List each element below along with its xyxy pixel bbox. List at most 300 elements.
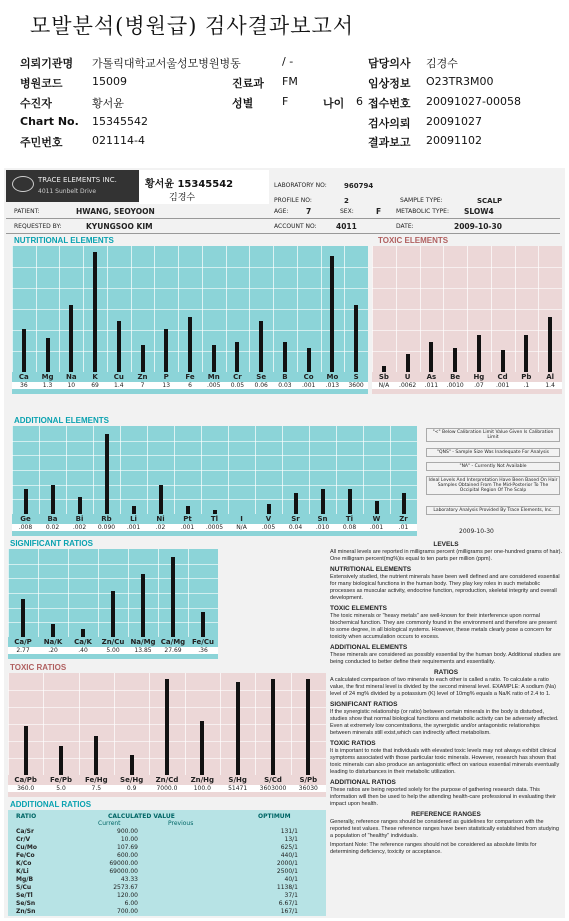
ratio-name: Ca/Sr — [16, 828, 34, 835]
toxic-ratio-column-divider — [220, 673, 221, 775]
ratio-optimum: 625/1 — [280, 844, 298, 851]
nutritional-value: 69 — [83, 382, 107, 389]
ratio-current: 700.00 — [117, 908, 138, 915]
significant-bar-ca-k — [81, 629, 85, 637]
logo-text: TRACE ELEMENTS INC. — [38, 176, 117, 184]
report-date: 2009-10-30 — [454, 222, 502, 231]
ratio-row — [8, 900, 326, 908]
additional-label: Ba — [47, 515, 58, 523]
additional-label: V — [265, 515, 272, 523]
doctor-value: 김경수 — [426, 57, 458, 70]
nutritional-bar-ca — [22, 329, 26, 372]
toxic-ratios-heading: TOXIC RATIOS — [330, 740, 376, 747]
toxic-value: 1.4 — [538, 382, 562, 389]
requested-row — [6, 219, 560, 234]
additional-value: 0.08 — [336, 524, 363, 531]
profile-no: 2 — [344, 197, 349, 205]
nutritional-value: 1.4 — [107, 382, 131, 389]
toxic-ratio-bar-fe-pb — [59, 746, 63, 775]
significant-chart — [8, 549, 218, 659]
significant-value: 27.69 — [158, 647, 188, 654]
toxic-label: As — [426, 373, 437, 381]
important-note: Important Note: The reference ranges should not be considered as absolute limits for determining deficiency, toxicity or acceptance. — [330, 842, 537, 855]
additional-value: 0.04 — [282, 524, 309, 531]
chart-label: Chart No. — [20, 115, 79, 128]
nutritional-label: B — [282, 373, 288, 381]
toxic-ratio-label: Ca/Pb — [14, 776, 37, 784]
nutritional-bar-mg — [46, 338, 50, 372]
toxic-value: .0062 — [396, 382, 420, 389]
rep-sex: F — [376, 207, 382, 216]
additional-value: .010 — [309, 524, 336, 531]
additional-column-divider — [390, 426, 391, 514]
ratio-optimum: 1138/1 — [276, 884, 298, 891]
request-label: 검사의뢰 — [368, 117, 411, 130]
additional-column-divider — [12, 426, 13, 514]
additional-label: Li — [130, 515, 137, 523]
page-title: 모발분석(병원급) 검사결과보고서 — [30, 14, 355, 38]
additional-label: Tl — [210, 515, 219, 523]
toxic-ratio-label: S/Cd — [264, 776, 282, 784]
result-label: 결과보고 — [368, 136, 411, 149]
additional-text: These minerals are considered as possibly essential by the human body. Additional studies are being conducted to better define their requirements and essentiality. — [330, 652, 561, 665]
nutritional-column-divider — [249, 246, 250, 372]
toxic-value: .001 — [491, 382, 515, 389]
toxic-ratios-text: It is important to note that individuals with elevated toxic levels may not always exhibit clinical symptoms associated with those particular toxic minerals. However, research has shown that toxic minerals can also produce an antagonistic effect on various essential minerals eventually leading to disturbances in their metabolic utilization. — [330, 748, 560, 775]
significant-column-divider — [38, 549, 39, 637]
resident-value: 021114-4 — [92, 134, 145, 147]
patient-label: 수진자 — [20, 97, 52, 110]
nutritional-bar-cu — [117, 321, 121, 372]
ratio-optimum: 6.67/1 — [278, 900, 298, 907]
ratio-name: K/Co — [16, 860, 32, 867]
toxic-column-divider — [491, 246, 492, 372]
hospital-code-label: 병원코드 — [20, 77, 63, 90]
significant-text: If the synergistic relationship (or ratio) between certain minerals in the body is disturbed, studies show that normal biological functions and metabolic activity can be adversely affected. Even at extremely low concentrations, the synergistic and/or antagonistic relationships between minerals still exist,which can indirectly affect metabolism. — [330, 709, 559, 736]
nutritional-value: .005 — [202, 382, 226, 389]
receipt-label: 접수번호 — [368, 97, 411, 110]
additional-gridline — [12, 441, 417, 442]
doctor-label: 담당의사 — [368, 57, 411, 70]
nutritional-column-divider — [226, 246, 227, 372]
ratio-optimum: 40/1 — [284, 876, 298, 883]
additional-bar-ba — [51, 485, 55, 514]
metabolic-type: SLOW4 — [464, 207, 494, 216]
nutritional-bar-s — [354, 305, 358, 372]
toxic-ratio-label: Zn/Cd — [155, 776, 179, 784]
toxic-label: U — [404, 373, 411, 381]
additional-ratios-heading: ADDITIONAL RATIOS — [330, 779, 396, 786]
nutritional-label: K — [92, 373, 98, 381]
toxic-ratio-value: 36030 — [291, 785, 326, 792]
additional-value: 0.090 — [93, 524, 120, 531]
ratio-current: 10.00 — [120, 836, 138, 843]
toxic-ratio-value: 0.9 — [114, 785, 149, 792]
ratio-name: Fe/Co — [16, 852, 35, 859]
additional-bar-ti — [348, 489, 352, 514]
significant-value: 5.00 — [98, 647, 128, 654]
ratio-optimum: 37/1 — [284, 892, 298, 899]
reference-text: Generally, reference ranges should be considered as guidelines for comparison with the reported test values. These reference ranges have been statistically established from studying a population of "healthy" individuals. — [330, 819, 559, 839]
toxic-ratio-label: Zn/Hg — [190, 776, 215, 784]
additional-column-divider — [363, 426, 364, 514]
toxic-ratio-column-divider — [255, 673, 256, 775]
ratios-heading: RATIOS — [433, 669, 459, 676]
clinical-label: 임상정보 — [368, 77, 411, 90]
toxic-ratio-label: S/Pb — [299, 776, 318, 784]
nutritional-bar-p — [164, 329, 168, 372]
rep-patient-label: PATIENT: — [14, 208, 40, 215]
ratio-name: Cr/V — [16, 836, 31, 843]
significant-bar-zn-cu — [111, 591, 115, 637]
sample-type: SCALP — [477, 197, 503, 205]
ratio-name: Se/Sn — [16, 900, 36, 907]
toxic-bar-be — [453, 348, 457, 372]
additional-value: .008 — [12, 524, 39, 531]
toxic-ratio-column-divider — [149, 673, 150, 775]
significant-column-divider — [98, 549, 99, 637]
toxic-ratio-bar-zn-cd — [165, 679, 169, 775]
nutritional-title: NUTRITIONAL ELEMENTS — [14, 236, 114, 245]
nutritional-value: 0.05 — [226, 382, 250, 389]
significant-bar-ca-mg — [171, 557, 175, 637]
nutritional-bar-fe — [188, 317, 192, 372]
nutritional-label: Na — [66, 373, 77, 381]
nutritional-bar-b — [283, 342, 287, 373]
additional-column-divider — [228, 426, 229, 514]
additional-column-divider — [309, 426, 310, 514]
ratio-name: Cu/Mo — [16, 844, 37, 851]
ratio-current: 69000.00 — [109, 868, 138, 875]
additional-title: ADDITIONAL ELEMENTS — [14, 416, 109, 425]
ratio-current: 43.33 — [120, 876, 138, 883]
toxic-bar-as — [429, 342, 433, 373]
significant-column-divider — [8, 549, 9, 637]
handwritten-doctor: 김경수 — [169, 193, 196, 203]
ratio-optimum: 2500/1 — [276, 868, 298, 875]
additional-value: .02 — [147, 524, 174, 531]
additional-value: .01 — [390, 524, 417, 531]
additional-column-divider — [147, 426, 148, 514]
toxic-ratios-title: TOXIC RATIOS — [10, 663, 67, 672]
additional-column-divider — [39, 426, 40, 514]
additional-label: W — [372, 515, 381, 523]
nutritional-column-divider — [297, 246, 298, 372]
significant-value: 13.85 — [128, 647, 158, 654]
toxic-bar-sb — [382, 366, 386, 372]
ratio-optimum: 13/1 — [284, 836, 298, 843]
toxic-ratio-label: S/Hg — [228, 776, 247, 784]
nutritional-column-divider — [202, 246, 203, 372]
age-label: 나이 — [323, 97, 345, 110]
additional-label: Zr — [399, 515, 408, 523]
nutritional-column-divider — [154, 246, 155, 372]
ratio-row — [8, 908, 326, 916]
resident-label: 주민번호 — [20, 136, 63, 149]
significant-label: Na/Mg — [130, 638, 156, 646]
ratio-current: 600.00 — [117, 852, 138, 859]
significant-bar-ca-p — [21, 599, 25, 637]
significant-heading: SIGNIFICANT RATIOS — [330, 701, 398, 708]
ratio-current: 2573.67 — [113, 884, 138, 891]
toxic-column-divider — [467, 246, 468, 372]
col-optimum: OPTIMUM — [258, 813, 291, 820]
ratio-optimum: 167/1 — [280, 908, 298, 915]
nutritional-gridline — [12, 267, 368, 268]
lab-address: 4011 Sunbelt Drive — [38, 188, 97, 195]
logo-icon — [12, 176, 34, 192]
nutritional-value: 36 — [12, 382, 36, 389]
significant-gridline — [8, 564, 218, 565]
additional-bar-w — [375, 501, 379, 514]
additional-gridline — [12, 485, 417, 486]
additional-bar-li — [132, 506, 136, 514]
ratio-optimum: 131/1 — [280, 828, 298, 835]
nutritional-label: Cr — [233, 373, 242, 381]
nutritional-bar-k — [93, 252, 97, 372]
nutritional-label: Se — [256, 373, 267, 381]
nutritional-column-divider — [321, 246, 322, 372]
significant-value: .36 — [188, 647, 218, 654]
ratio-row — [8, 844, 326, 852]
additional-heading: ADDITIONAL ELEMENTS — [330, 644, 408, 651]
additional-column-divider — [255, 426, 256, 514]
ratio-name: Mg/B — [16, 876, 34, 883]
nutritional-value: 10 — [59, 382, 83, 389]
toxic-bar-pb — [524, 335, 528, 372]
ratio-row — [8, 852, 326, 860]
handwritten-label — [139, 170, 269, 204]
significant-bar-na-k — [51, 624, 55, 637]
ratio-current: 107.69 — [117, 844, 138, 851]
col-calculated: CALCULATED VALUE — [108, 813, 175, 820]
toxic-ratio-column-divider — [8, 673, 9, 775]
additional-label: Rb — [101, 515, 112, 523]
additional-bar-rb — [105, 434, 109, 514]
toxic-ratio-bar-s-pb — [306, 679, 310, 775]
toxic-value: N/A — [372, 382, 396, 389]
requested-by: KYUNGSOO KIM — [86, 222, 153, 231]
nutritional-column-divider — [12, 246, 13, 372]
toxic-bar-u — [406, 354, 410, 372]
patient-value: 황서윤 — [92, 97, 124, 110]
toxic-column-divider — [396, 246, 397, 372]
lab-no: 960794 — [344, 182, 374, 190]
reference-heading: REFERENCE RANGES — [411, 811, 481, 818]
nutritional-text: Extensively studied, the nutrient minerals have been well defined and are considered essential for many biological functions in the human body. They play key roles in such metabolic processes as muscular activity, endocrine function, reproduction, skeletal integrity and overall development. — [330, 574, 560, 601]
ratio-name: Zn/Sn — [16, 908, 36, 915]
nutritional-column-divider — [107, 246, 108, 372]
nutritional-label: Fe — [185, 373, 195, 381]
legend-panel — [422, 426, 560, 532]
significant-column-divider — [68, 549, 69, 637]
toxic-title: TOXIC ELEMENTS — [378, 236, 449, 245]
toxic-ratio-value: 7000.0 — [149, 785, 184, 792]
additional-bar-sr — [294, 493, 298, 514]
profile-no-label: PROFILE NO: — [274, 197, 312, 204]
additional-column-divider — [93, 426, 94, 514]
toxic-ratio-bar-ca-pb — [24, 726, 28, 775]
nutritional-bar-co — [307, 348, 311, 372]
legend-lab: Laboratory Analysis Provided By Trace Elements, Inc. — [426, 506, 560, 515]
significant-gridline — [8, 578, 218, 579]
additional-column-divider — [66, 426, 67, 514]
toxic-ratio-column-divider — [43, 673, 44, 775]
additional-column-divider — [282, 426, 283, 514]
toxic-ratio-value: 7.5 — [79, 785, 114, 792]
col-ratio: RATIO — [16, 813, 37, 820]
ratios-text: A calculated comparison of two minerals to each other is called a ratio. To calculate a ratio value, the first mineral level is divided by the second mineral level. EXAMPLE: A sodium (Na) level of 24 mg% divided by a potassium (K) level of 10mg% equals a Na/K ratio of 2.4 to 1. — [330, 677, 556, 697]
ratio-row — [8, 892, 326, 900]
nutritional-label: Zn — [137, 373, 148, 381]
toxic-label: Al — [546, 373, 555, 381]
additional-bar-sn — [321, 489, 325, 514]
age-value: 6 — [356, 95, 363, 108]
report-date-2: 2009-10-30 — [459, 528, 494, 535]
additional-ratios-text: These ratios are being reported solely for the purpose of gathering research data. This information will then be used to help the attending health-care professional in evaluating their impact upon health. — [330, 787, 556, 807]
sample-type-label: SAMPLE TYPE: — [400, 197, 443, 204]
nutritional-column-divider — [344, 246, 345, 372]
ratio-row — [8, 884, 326, 892]
toxic-ratio-value: 5.0 — [43, 785, 78, 792]
toxic-label: Cd — [497, 373, 508, 381]
nutritional-label: Mg — [41, 373, 54, 381]
levels-text: All mineral levels are reported in milligrams percent (milligrams per one-hundred grams of hair). One milligram percent(mg%)is equal to ten parts per million (ppm). — [330, 549, 562, 562]
toxic-ratio-value: 100.0 — [185, 785, 220, 792]
toxic-column-divider — [538, 246, 539, 372]
toxic-column-divider — [515, 246, 516, 372]
ratio-current: 6.00 — [124, 900, 138, 907]
hospital-code-value: 15009 — [92, 75, 127, 88]
additional-value: .0005 — [201, 524, 228, 531]
toxic-ratio-label: Fe/Hg — [84, 776, 108, 784]
rep-patient: HWANG, SEOYOON — [76, 207, 155, 216]
ratio-optimum: 440/1 — [280, 852, 298, 859]
additional-label: Sn — [317, 515, 328, 523]
toxic-column-divider — [420, 246, 421, 372]
legend-na: "NA" - Currently Not Available — [426, 462, 560, 471]
nutritional-value: .001 — [297, 382, 321, 389]
receipt-value: 20091027-00058 — [426, 95, 521, 108]
nutritional-label: P — [163, 373, 169, 381]
significant-value: .40 — [68, 647, 98, 654]
significant-label: Na/K — [43, 638, 63, 646]
additional-bar-v — [267, 504, 271, 514]
significant-column-divider — [158, 549, 159, 637]
handwritten-name-chart: 황서윤 15345542 — [145, 179, 234, 190]
toxic-value: .1 — [515, 382, 539, 389]
dept-label: 진료과 — [232, 77, 264, 90]
nutritional-bar-cr — [235, 342, 239, 373]
explanations — [330, 538, 562, 918]
nutritional-gridline — [12, 309, 368, 310]
additional-bar-pt — [186, 506, 190, 514]
nutritional-heading: NUTRITIONAL ELEMENTS — [330, 566, 412, 573]
nutritional-bar-mn — [212, 345, 216, 372]
additional-label: Sr — [291, 515, 300, 523]
significant-bar-na-mg — [141, 574, 145, 637]
significant-label: Ca/P — [14, 638, 32, 646]
significant-column-divider — [188, 549, 189, 637]
nutritional-value: 7 — [131, 382, 155, 389]
additional-gridline — [12, 470, 417, 471]
toxic-value: .0010 — [443, 382, 467, 389]
toxic-ratio-column-divider — [291, 673, 292, 775]
toxic-heading: TOXIC ELEMENTS — [330, 605, 387, 612]
additional-gridline — [12, 455, 417, 456]
toxic-bar-hg — [477, 335, 481, 372]
additional-value: .001 — [120, 524, 147, 531]
sex-value: F — [282, 95, 289, 108]
toxic-value: .011 — [420, 382, 444, 389]
significant-label: Ca/Mg — [160, 638, 186, 646]
clinical-value: O23TR3M00 — [426, 75, 494, 88]
ratio-optimum: 2000/1 — [276, 860, 298, 867]
ratio-name: Se/Tl — [16, 892, 33, 899]
legend-calibration: "<" Below Calibration Limit Value Given Is Calibration Limit — [426, 428, 560, 442]
nutritional-label: Cu — [113, 373, 124, 381]
significant-bar-fe-cu — [201, 612, 205, 637]
requested-label: REQUESTED BY: — [14, 223, 62, 230]
nutritional-value: 13 — [154, 382, 178, 389]
legend-ideal: Ideal Levels And Interpretation Have Been Based On Hair Samples Obtained From The Mid-Posterior To The Occipital Region Of The Scalp — [426, 476, 560, 495]
additional-label: I — [240, 515, 243, 523]
toxic-ratios-chart — [8, 673, 326, 797]
toxic-ratio-column-divider — [79, 673, 80, 775]
additional-bar-ge — [24, 489, 28, 514]
additional-ratios-title: ADDITIONAL RATIOS — [10, 800, 92, 809]
toxic-ratio-bar-s-cd — [271, 679, 275, 775]
toxic-bar-cd — [501, 350, 505, 372]
col-previous: Previous — [168, 820, 194, 827]
additional-chart — [12, 426, 417, 536]
additional-bar-tl — [213, 510, 217, 514]
rep-age: 7 — [306, 207, 312, 216]
additional-column-divider — [336, 426, 337, 514]
nutritional-column-divider — [59, 246, 60, 372]
additional-value: N/A — [228, 524, 255, 531]
toxic-ratio-value: 3603000 — [255, 785, 290, 792]
legend-qns: "QNS" - Sample Size Was Inadequate For Analysis — [426, 448, 560, 457]
patient-row — [6, 204, 560, 219]
toxic-ratio-column-divider — [185, 673, 186, 775]
ratio-current: 900.00 — [117, 828, 138, 835]
nutritional-value: 6 — [178, 382, 202, 389]
chart-value: 15345542 — [92, 115, 148, 128]
additional-bar-bi — [78, 497, 82, 514]
nutritional-label: Ca — [18, 373, 29, 381]
toxic-label: Hg — [473, 373, 485, 381]
result-value: 20091102 — [426, 134, 482, 147]
nutritional-chart — [12, 246, 368, 394]
nutritional-bar-na — [69, 305, 73, 372]
toxic-column-divider — [372, 246, 373, 372]
toxic-label: Be — [450, 373, 461, 381]
ratio-current: 120.00 — [117, 892, 138, 899]
additional-value: .002 — [66, 524, 93, 531]
nutritional-label: Mo — [326, 373, 339, 381]
nutritional-column-divider — [131, 246, 132, 372]
toxic-ratio-bar-se-hg — [130, 755, 134, 775]
nutritional-column-divider — [273, 246, 274, 372]
additional-label: Pt — [183, 515, 192, 523]
significant-value: 2.77 — [8, 647, 38, 654]
toxic-ratio-bar-zn-hg — [200, 721, 204, 775]
institution-label: 의뢰기관명 — [20, 57, 74, 70]
significant-column-divider — [128, 549, 129, 637]
ratio-name: S/Cu — [16, 884, 32, 891]
ratio-row — [8, 836, 326, 844]
